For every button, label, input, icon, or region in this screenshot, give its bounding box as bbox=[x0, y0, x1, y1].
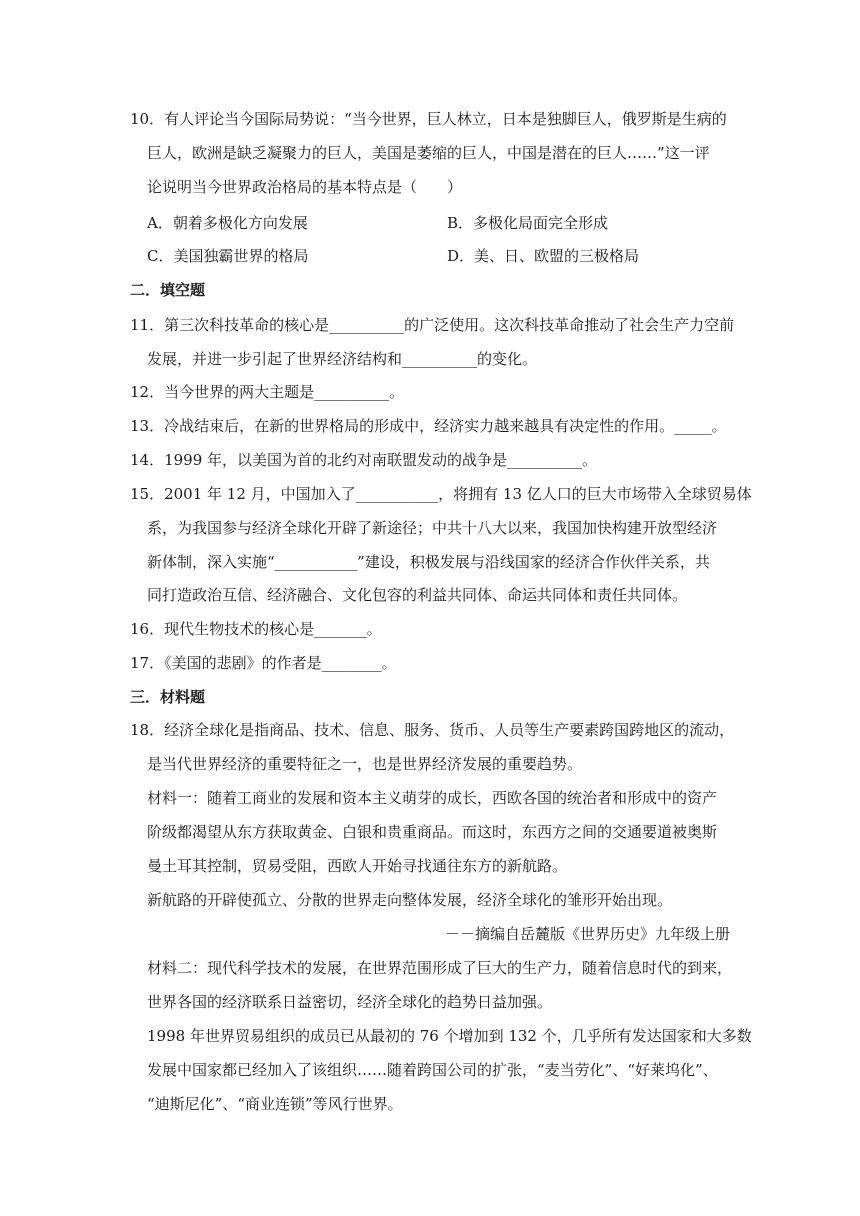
q10-option-a: A．朝着多极化方向发展 bbox=[147, 214, 308, 232]
material2-line4: 发展中国家都已经加入了该组织……随着跨国公司的扩张，“麦当劳化”、“好莱坞化”、 bbox=[147, 1061, 718, 1079]
q11-line2: 发展，并进一步引起了世界经济结构和__________的变化。 bbox=[147, 350, 538, 368]
q10-option-c: C．美国独霸世界的格局 bbox=[147, 247, 309, 265]
q10-option-d: D．美、日、欧盟的三极格局 bbox=[447, 247, 640, 265]
material2-line1: 材料二：现代科学技术的发展，在世界范围形成了巨大的生产力，随着信息时代的到来， bbox=[147, 959, 733, 977]
q18-line2: 是当代世界经济的重要特征之一，也是世界经济发展的重要趋势。 bbox=[147, 755, 583, 773]
q11-line1: 11．第三次科技革命的核心是__________的广泛使用。这次科技革命推动了社会生产力空前 bbox=[130, 316, 735, 334]
material1-line2: 阶级都渴望从东方获取黄金、白银和贵重商品。而这时，东西方之间的交通要道被奥斯 bbox=[147, 823, 718, 841]
q17-line1: 17．《美国的悲剧》的作者是________。 bbox=[130, 654, 397, 672]
q15-line1: 15．2001 年 12 月，中国加入了___________，将拥有 13 亿人口的巨大市场带入全球贸易体 bbox=[130, 485, 752, 503]
q14-line1: 14．1999 年，以美国为首的北约对南联盟发动的战争是__________。 bbox=[130, 451, 598, 469]
q12-line1: 12．当今世界的两大主题是__________。 bbox=[130, 383, 405, 401]
section-2-heading: 二．填空题 bbox=[130, 281, 206, 299]
q16-line1: 16．现代生物技术的核心是_______。 bbox=[130, 620, 382, 638]
material1-line3: 曼土耳其控制，贸易受阻，西欧人开始寻找通往东方的新航路。 bbox=[147, 857, 568, 875]
q10-line1: 10．有人评论当今国际局势说：“当今世界，巨人林立，日本是独脚巨人，俄罗斯是生病的 bbox=[130, 110, 727, 128]
material1-line1: 材料一：随着工商业的发展和资本主义萌芽的成长，西欧各国的统治者和形成中的资产 bbox=[147, 789, 718, 807]
q10-line2: 巨人，欧洲是缺乏凝聚力的巨人，美国是萎缩的巨人，中国是潜在的巨人……”这一评 bbox=[147, 144, 710, 162]
q15-line3: 新体制，深入实施“___________”建设，积极发展与沿线国家的经济合作伙伴关系，共 bbox=[147, 553, 710, 571]
material1-source: －－摘编自岳麓版《世界历史》九年级上册 bbox=[444, 925, 730, 943]
q10-option-b: B．多极化局面完全形成 bbox=[447, 214, 609, 232]
material2-line3: 1998 年世界贸易组织的成员已从最初的 76 个增加到 132 个，几乎所有发达国家和大多数 bbox=[147, 1027, 752, 1045]
q10-line3: 论说明当今世界政治格局的基本特点是（ ） bbox=[147, 178, 463, 196]
material2-line2: 世界各国的经济联系日益密切，经济全球化的趋势日益加强。 bbox=[147, 993, 553, 1011]
q15-line2: 系，为我国参与经济全球化开辟了新途径；中共十八大以来，我国加快构建开放型经济 bbox=[147, 519, 718, 537]
q15-line4: 同打造政治互信、经济融合、文化包容的利益共同体、命运共同体和责任共同体。 bbox=[147, 586, 688, 604]
material1-line4: 新航路的开辟使孤立、分散的世界走向整体发展，经济全球化的雏形开始出现。 bbox=[147, 891, 673, 909]
q18-line1: 18．经济全球化是指商品、技术、信息、服务、货币、人员等生产要素跨国跨地区的流动， bbox=[130, 721, 735, 739]
q13-line1: 13．冷战结束后，在新的世界格局的形成中，经济实力越来越具有决定性的作用。_____。 bbox=[130, 417, 727, 435]
section-3-heading: 三．材料题 bbox=[130, 688, 206, 706]
material2-line5: “迪斯尼化”、“商业连锁”等风行世界。 bbox=[147, 1095, 403, 1113]
